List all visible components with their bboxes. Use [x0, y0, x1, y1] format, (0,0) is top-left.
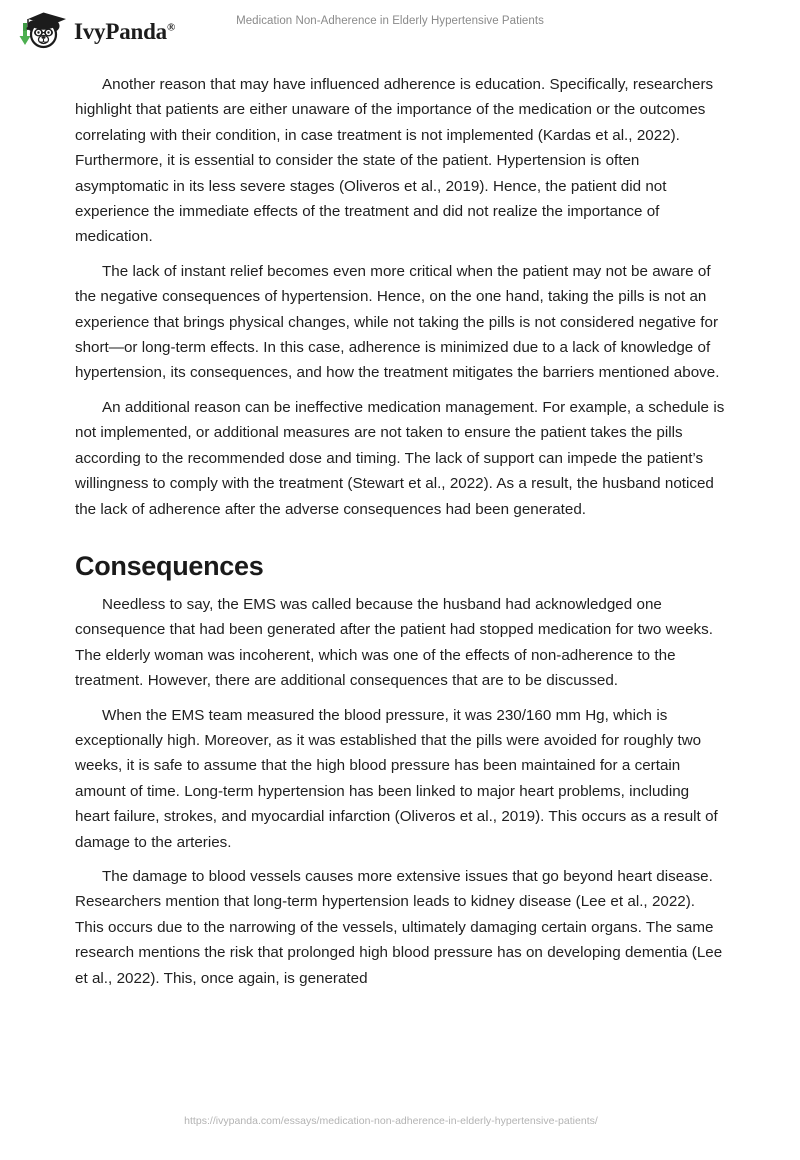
- page-header: [0, 0, 800, 60]
- document-body: [75, 72, 726, 1000]
- paragraph: An additional reason can be ineffective medication management. For example, a schedule is not implemented, or additional measures are not taken to ensure the patient takes the pills according to the recommended dose and timing. The lack of support can impede the patient’s willingness to comply with the treatment (Stewart et al., 2022). As a result, the husband noticed the lack of adherence after the adverse consequences had been generated.: [75, 398, 725, 518]
- paragraph: The lack of instant relief becomes even more critical when the patient may not be aware of the negative consequences of hypertension. Hence, on the one hand, taking the pills is not an experience that brings physical changes, while not taking the pills is not considered negative for short—or long-term effects. In this case, adherence is minimized due to a lack of knowledge of hypertension, its consequences, and how the treatment mitigates the barriers mentioned above.: [75, 262, 720, 382]
- paragraph: When the EMS team measured the blood pressure, it was 230/160 mm Hg, which is exceptionally high. Moreover, as it was established that the pills were avoided for roughly two weeks, it is safe to assume that the high blood pressure has been maintained for a certain amount of time. Long-term hypertension has been linked to major heart problems, including heart failure, strokes, and myocardial infarction (Oliveros et al., 2019). This occurs as a result of damage to the arteries.: [75, 706, 718, 851]
- footer-source-url[interactable]: https://ivypanda.com/essays/medication-non-adherence-in-elderly-hypertensive-patients/: [184, 1115, 598, 1127]
- brand-name: IvyPanda®: [74, 18, 176, 44]
- document-title: Medication Non-Adherence in Elderly Hypertensive Patients: [236, 15, 544, 27]
- paragraph: Needless to say, the EMS was called because the husband had acknowledged one consequence that had been generated after the patient had stopped medication for two weeks. The elderly woman was incoherent, which was one of the effects of non-adherence to the treatment. However, there are additional consequences that are to be discussed.: [75, 595, 713, 690]
- registered-trademark-icon: ®: [166, 20, 176, 33]
- paragraph: Another reason that may have influenced adherence is education. Specifically, researchers highlight that patients are either unaware of the importance of the medication or the outcomes correlating with their condition, in case treatment is not implemented (Kardas et al., 2022). Furthermore, it is essential to consider the state of the patient. Hypertension is often asymptomatic in its less severe stages (Oliveros et al., 2019). Hence, the patient did not experience the immediate effects of the treatment and did not realize the importance of medication.: [75, 76, 714, 246]
- paragraph: The damage to blood vessels causes more extensive issues that go beyond heart disease. Researchers mention that long-term hypertension leads to kidney disease (Lee et al., 2022). This occurs due to the narrowing of the vessels, ultimately damaging certain organs. The same research mentions the risk that prolonged high blood pressure has on developing dementia (Lee et al., 2022). This, once again, is generated: [75, 867, 723, 987]
- section-heading-consequences: Consequences: [75, 550, 264, 581]
